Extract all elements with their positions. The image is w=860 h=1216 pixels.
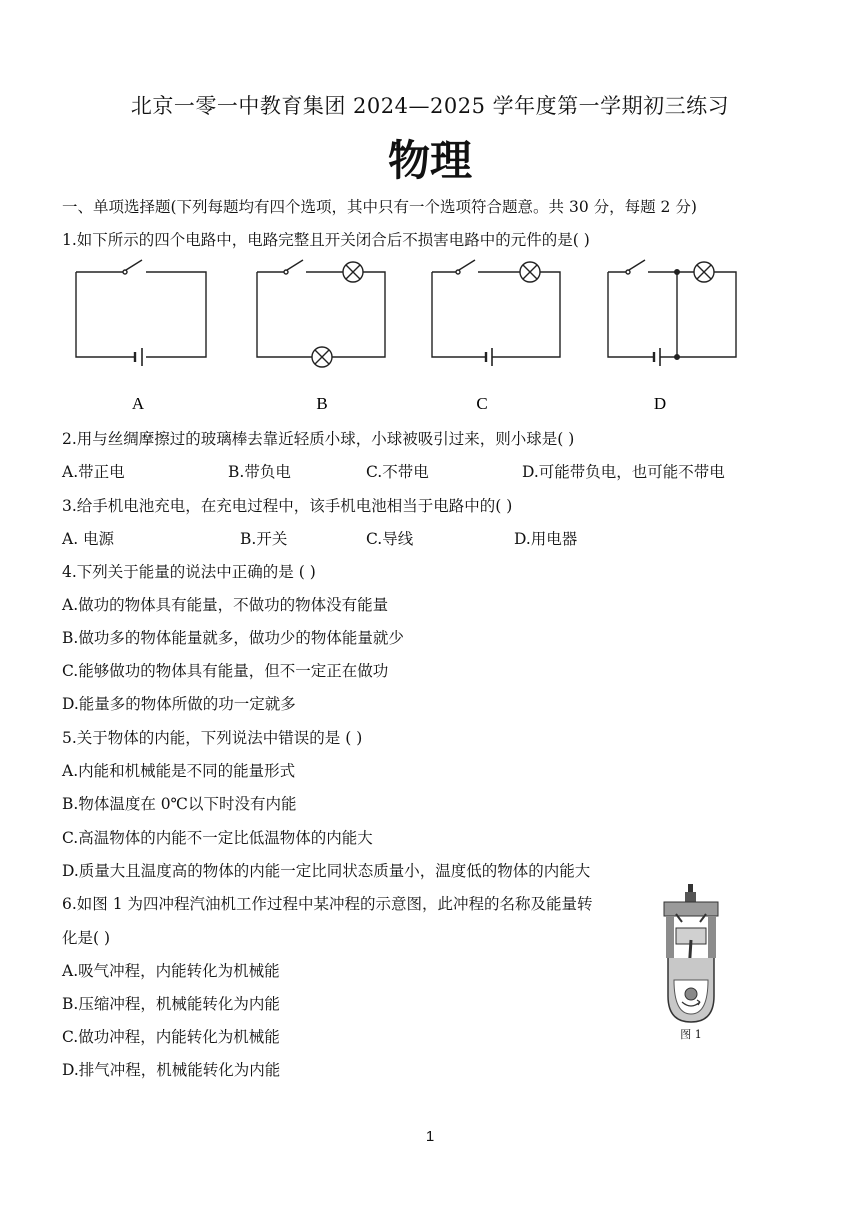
exam-header-title: 北京一零一中教育集团 2024—2025 学年度第一学期初三练习 [130, 94, 730, 118]
q2-option-a: A.带正电 [62, 463, 125, 481]
question-1-stem: 1.如下所示的四个电路中，电路完整且开关闭合后不损害电路中的元件的是( ) [62, 231, 590, 249]
q3-option-a: A. 电源 [62, 530, 115, 548]
q4-option-c: C.能够做功的物体具有能量，但不一定正在做功 [62, 662, 389, 680]
circuit-label-d: D [653, 394, 667, 413]
q2-option-c: C.不带电 [366, 463, 429, 481]
q6-option-d: D.排气冲程，机械能转化为内能 [62, 1061, 281, 1079]
q4-option-d: D.能量多的物体所做的功一定就多 [62, 695, 296, 713]
q2-option-b: B.带负电 [228, 463, 291, 481]
q3-option-b: B.开关 [240, 530, 288, 548]
circuit-label-a: A [131, 394, 145, 413]
question-4-stem: 4.下列关于能量的说法中正确的是 ( ) [62, 563, 316, 581]
q5-option-d: D.质量大且温度高的物体的内能一定比同状态质量小，温度低的物体的内能大 [62, 862, 591, 880]
q3-option-c: C.导线 [366, 530, 414, 548]
circuit-c [432, 260, 560, 366]
q6-option-b: B.压缩冲程，机械能转化为内能 [62, 995, 280, 1013]
q4-option-b: B.做功多的物体能量就多，做功少的物体能量就少 [62, 629, 404, 647]
q5-option-a: A.内能和机械能是不同的能量形式 [62, 762, 296, 780]
section-title: 一、单项选择题(下列每题均有四个选项，其中只有一个选项符合题意。共 30 分，每题 2 分) [62, 198, 697, 216]
circuit-b [257, 260, 385, 367]
q5-option-b: B.物体温度在 0℃以下时没有内能 [62, 795, 297, 813]
circuit-label-b: B [316, 394, 328, 413]
question-2-stem: 2.用与丝绸摩擦过的玻璃棒去靠近轻质小球，小球被吸引过来，则小球是( ) [62, 430, 575, 448]
engine-figure [656, 884, 726, 1044]
page-number: 1 [425, 1128, 435, 1145]
q6-option-a: A.吸气冲程，内能转化为机械能 [62, 962, 280, 980]
question-6-stem-line1: 6.如图 1 为四冲程汽油机工作过程中某冲程的示意图，此冲程的名称及能量转 [62, 895, 593, 913]
q5-option-c: C.高温物体的内能不一定比低温物体的内能大 [62, 829, 373, 847]
circuit-label-c: C [476, 394, 488, 413]
circuit-a [76, 260, 206, 366]
spark-plug-icon [685, 884, 696, 902]
q4-option-a: A.做功的物体具有能量，不做功的物体没有能量 [62, 596, 389, 614]
question-3-stem: 3.给手机电池充电，在充电过程中，该手机电池相当于电路中的( ) [62, 497, 513, 515]
question-6-stem-line2: 化是( ) [62, 929, 111, 947]
crankshaft-icon [685, 988, 697, 1000]
exam-subject-title: 物理 [387, 136, 472, 185]
question-5-stem: 5.关于物体的内能，下列说法中错误的是 ( ) [62, 729, 363, 747]
q6-option-c: C.做功冲程，内能转化为机械能 [62, 1028, 280, 1046]
figure-1-caption: 图 1 [680, 1028, 702, 1041]
q3-option-d: D.用电器 [514, 530, 578, 548]
q2-option-d: D.可能带负电，也可能不带电 [522, 463, 725, 481]
circuit-d [608, 260, 736, 366]
q1-circuit-diagrams [60, 252, 760, 422]
